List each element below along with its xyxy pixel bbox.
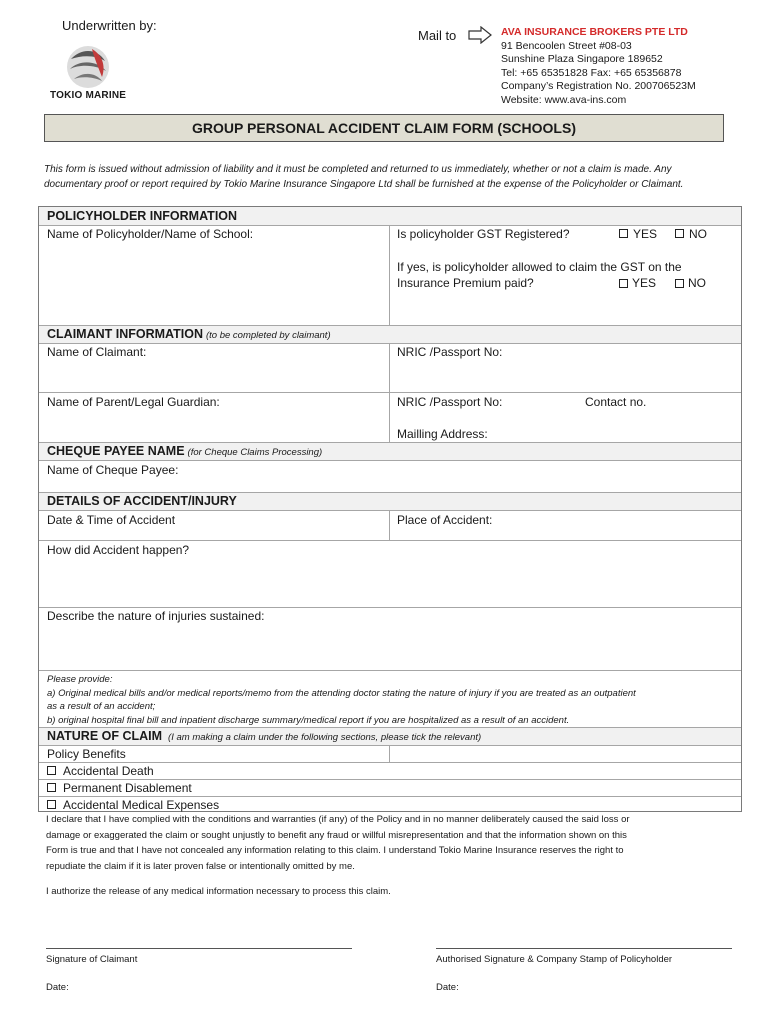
policy-benefits-label: Policy Benefits [47, 747, 126, 761]
policyholder-name-label: Name of Policyholder/Name of School: [47, 227, 254, 241]
guardian-name-label: Name of Parent/Legal Guardian: [47, 395, 220, 409]
broker-registration: Company’s Registration No. 200706523M [501, 80, 696, 92]
guardian-nric-label: NRIC /Passport No: [397, 395, 503, 409]
broker-website: Website: www.ava-ins.com [501, 93, 627, 106]
intro-text: This form is issued without admission of liability and it must be completed and returned to us immediately, whether or not a claim is made. Any documentary proof or report required by Tokio Marine Insurance Singapore Ltd shall be furnished at the expense of the Policyholder or Claimant. [44, 164, 684, 190]
contact-no-label: Contact no. [585, 395, 647, 409]
please-provide-note: Please provide: a) Original medical bills and/or medical reports/memo from the attending doctor stating the nature of injury if you are treated as an outpatient as a result of an accident; b) original hospital final bill and inpatient discharge summary/medical report if you are hospitalized as a result of an accident. [47, 674, 636, 726]
gst-claim-no-label: NO [688, 276, 706, 290]
policyholder-signature-line[interactable] [436, 948, 732, 949]
accident-date-label: Date & Time of Accident [47, 513, 176, 527]
gst-yes-label: YES [633, 227, 658, 241]
policyholder-heading: POLICYHOLDER INFORMATION [47, 209, 238, 223]
permanent-disablement-checkbox[interactable] [47, 783, 56, 792]
gst-registered-label: Is policyholder GST Registered? [397, 227, 570, 241]
claimant-heading: CLAIMANT INFORMATION (to be completed by claimant) [47, 327, 331, 341]
cheque-payee-heading: CHEQUE PAYEE NAME (for Cheque Claims Processing) [47, 444, 323, 458]
mailing-address-label: Mailling Address: [397, 427, 488, 441]
claimant-date-label: Date: [46, 982, 69, 993]
permanent-disablement-label: Permanent Disablement [63, 781, 192, 795]
broker-name: AVA INSURANCE BROKERS PTE LTD [501, 26, 688, 38]
declaration-text: I declare that I have complied with the conditions and warranties (if any) of the Policy and in no manner deliberately caused the said loss or damage or exaggerated the claim or sought unjustly to benefit any fraud or willful misrepresentation and that the information shown on this Form is true and that I have not concealed any information relating to this claim. I understand Tokio Marine Insurance reserves the right to repudiate the claim if it is later proven false or intentionally omitted by me. [46, 814, 630, 872]
tokio-marine-logo-text: TOKIO MARINE [50, 90, 127, 101]
mail-to-label: Mail to [418, 28, 457, 43]
authorize-text: I authorize the release of any medical information necessary to process this claim. [46, 886, 391, 897]
gst-claim-label-2: Insurance Premium paid? [397, 276, 534, 290]
gst-no-label: NO [689, 227, 707, 241]
injuries-label: Describe the nature of injuries sustained: [47, 609, 265, 623]
underwritten-by-label: Underwritten by: [62, 18, 157, 33]
claim-form [38, 206, 742, 812]
gst-claim-label-1: If yes, is policyholder allowed to claim the GST on the [397, 260, 682, 274]
accident-heading: DETAILS OF ACCIDENT/INJURY [47, 494, 237, 508]
claimant-signature-label: Signature of Claimant [46, 954, 138, 965]
nature-of-claim-heading: NATURE OF CLAIM (I am making a claim under the following sections, please tick the relevant) [47, 729, 482, 743]
gst-yes-checkbox[interactable] [619, 229, 628, 238]
form-title: GROUP PERSONAL ACCIDENT CLAIM FORM (SCHOOLS) [44, 114, 724, 142]
claimant-nric-label: NRIC /Passport No: [397, 345, 503, 359]
accident-how-label: How did Accident happen? [47, 543, 190, 557]
gst-claim-yes-checkbox[interactable] [619, 279, 628, 288]
accidental-death-checkbox[interactable] [47, 766, 56, 775]
gst-no-checkbox[interactable] [675, 229, 684, 238]
gst-claim-no-checkbox[interactable] [675, 279, 684, 288]
claimant-name-label: Name of Claimant: [47, 345, 147, 359]
policyholder-signature-label: Authorised Signature & Company Stamp of Policyholder [436, 954, 673, 965]
broker-address-block [501, 26, 696, 107]
broker-address-line: 91 Bencoolen Street #08-03 [501, 39, 632, 52]
medical-expenses-checkbox[interactable] [47, 800, 56, 809]
arrow-right-icon [468, 26, 492, 44]
claimant-signature-line[interactable] [46, 948, 352, 949]
broker-phone: Tel: +65 65351828 Fax: +65 65356878 [501, 66, 682, 79]
cheque-payee-label: Name of Cheque Payee: [47, 463, 179, 477]
broker-address-line: Sunshine Plaza Singapore 189652 [501, 53, 663, 65]
policyholder-date-label: Date: [436, 982, 459, 993]
accidental-death-label: Accidental Death [63, 764, 154, 778]
medical-expenses-label: Accidental Medical Expenses [63, 798, 220, 812]
gst-claim-yes-label: YES [632, 276, 657, 290]
accident-place-label: Place of Accident: [397, 513, 493, 527]
